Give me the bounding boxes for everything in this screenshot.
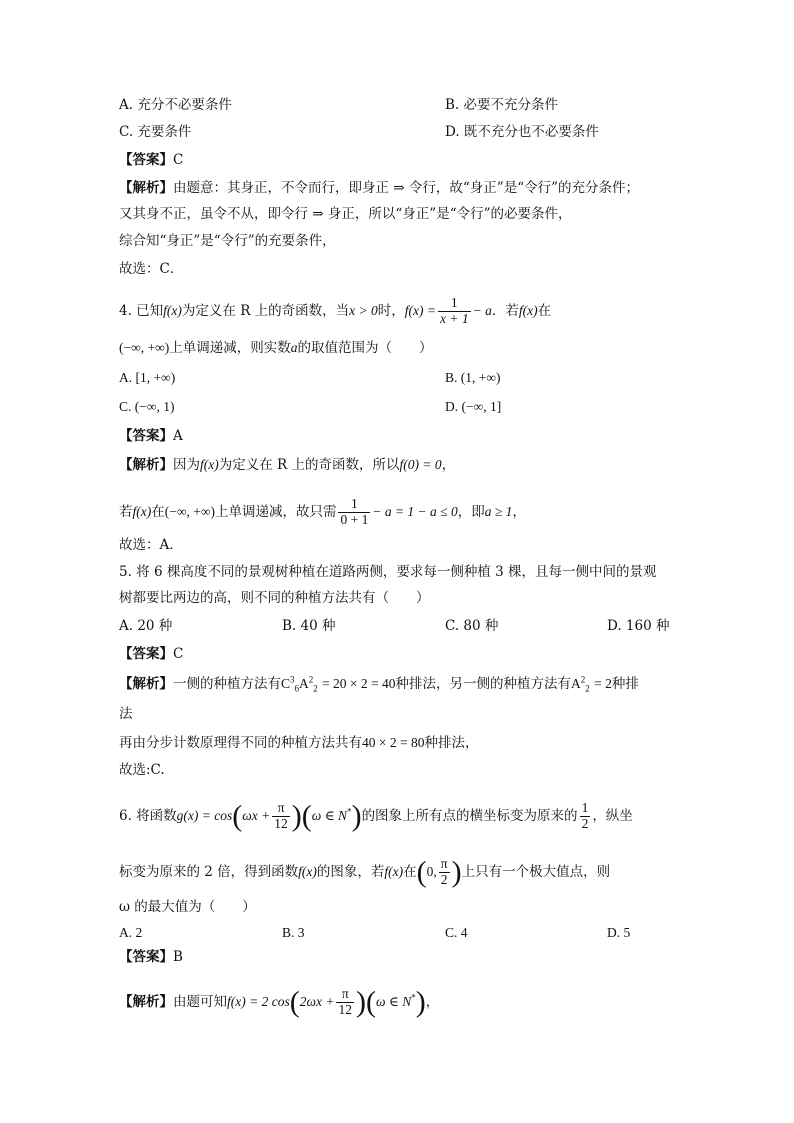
q4-analysis-line-2 [119, 497, 526, 528]
analysis-text: ， [425, 993, 440, 1010]
stem-text: 4. 已知 [119, 302, 164, 319]
math-fx-def: f(x) = 2 cos [227, 993, 290, 1009]
stem-text: 为定义在 R 上的奇函数，当 [181, 302, 350, 319]
analysis-label: 【解析】 [119, 180, 173, 196]
analysis-text: 种排法，另一侧的种植方法有 [395, 676, 572, 692]
math-interval: (−∞, +∞) [119, 340, 170, 355]
answer-label: 【答案】 [119, 646, 173, 662]
q4-stem-line-1 [119, 296, 551, 327]
math-2omega-x: 2ωx + [299, 993, 335, 1009]
fraction-denominator: x + 1 [439, 310, 469, 326]
fraction [438, 296, 471, 327]
stem-text: 标变为原来的 2 倍，得到函数 [119, 863, 299, 880]
left-paren: ( [289, 985, 300, 1019]
math-fx: f(x) [384, 863, 404, 879]
analysis-text: 再由分步计数原理得不同的种植方法共有 [119, 735, 362, 751]
analysis-text: 一侧的种植方法有 [173, 676, 281, 692]
q3-option-a: A. 充分不必要条件 [119, 97, 232, 113]
left-paren: ( [301, 799, 312, 833]
left-paren: ( [232, 799, 243, 833]
stem-text: 在 [537, 302, 552, 319]
math-f0: f(0) = 0 [399, 457, 442, 472]
math-permutation: $A^2_2$ [571, 674, 590, 694]
q4-option-b: B. (1, +∞) [445, 370, 501, 385]
stem-text: 的图象上所有点的横坐标变为原来的 [361, 807, 578, 824]
analysis-text: ， [512, 503, 526, 520]
q3-analysis-line-1 [119, 179, 639, 197]
answer-value: B [173, 949, 183, 965]
math-omega-in-n: ω ∈ N [375, 993, 412, 1009]
math-interval: (−∞, +∞) [164, 503, 215, 519]
math-minus-a: − a [472, 302, 492, 318]
analysis-label: 【解析】 [119, 457, 173, 473]
q5-analysis-line-1 [119, 675, 639, 693]
q6-option-b: B. 3 [282, 925, 305, 940]
answer-label: 【答案】 [119, 949, 173, 965]
stem-text: 6. 将函数 [119, 807, 177, 824]
left-paren: ( [365, 985, 376, 1019]
q4-option-c: C. (−∞, 1) [119, 399, 175, 414]
analysis-text: 上单调递减，故只需 [214, 503, 337, 520]
q5-option-b: B. 40 种 [282, 618, 336, 634]
analysis-label: 【解析】 [119, 676, 173, 692]
fraction-numerator: π [440, 856, 448, 871]
stem-text: 在 [403, 863, 417, 880]
answer-value: C [173, 646, 184, 662]
fraction-numerator: 1 [338, 497, 370, 513]
q5-stem-line-2: 树都要比两边的高，则不同的种植方法共有（ ） [119, 590, 430, 606]
q5-answer [119, 645, 183, 663]
analysis-text: ，即 [457, 503, 485, 520]
math-result: a ≥ 1 [484, 503, 513, 519]
analysis-text: 种排 [611, 676, 639, 692]
q3-option-d: D. 既不充分也不必要条件 [445, 124, 599, 140]
q3-analysis-line-2: 又其身不正，虽令不从，即令行 ⇒ 身正，所以“身正”是“令行”的必要条件， [119, 206, 572, 222]
right-paren: ) [451, 855, 462, 889]
q5-analysis-line-3 [119, 734, 478, 752]
fraction-denominator: 2 [440, 871, 448, 887]
analysis-text: 因为 [173, 457, 200, 473]
right-paren: ) [355, 985, 366, 1019]
q5-analysis-line-2: 法 [119, 706, 133, 722]
stem-text: 上只有一个极大值点，则 [461, 863, 611, 880]
q5-stem-line-1: 5. 将 6 棵高度不同的景观树种植在道路两侧，要求每一侧种植 3 棵，且每一侧中间的景观 [119, 564, 657, 580]
stem-text: 的图象，若 [316, 863, 385, 880]
math-var-a: a [290, 340, 298, 355]
q3-analysis-line-3: 综合知“身正”是“令行”的充要条件， [119, 233, 336, 249]
q5-option-a: A. 20 种 [119, 618, 173, 634]
q5-option-d: D. 160 种 [607, 618, 670, 634]
stem-text: ．若 [491, 302, 519, 319]
q5-option-c: C. 80 种 [445, 618, 499, 634]
fraction [272, 801, 290, 832]
q4-option-a: A. [1, +∞) [119, 370, 176, 385]
analysis-text: 在 [151, 503, 165, 520]
q3-conclusion: 故选：C． [119, 261, 184, 277]
q4-answer [119, 427, 183, 445]
math-condition: x > 0 [349, 302, 378, 318]
stem-text: 的取值范围为（ ） [297, 340, 433, 356]
fraction [336, 987, 354, 1018]
math-interval-left: 0, [426, 863, 437, 879]
q6-analysis-line-1: 【解析】由题可知f(x) = 2 cos(2ωx + $\frac{\pi}{12}$ )(ω ∈ N*)， [119, 985, 440, 1019]
math-omega-x: ωx + [242, 807, 271, 823]
q3-answer [119, 151, 183, 169]
q3-option-b: B. 必要不充分条件 [445, 97, 559, 113]
left-paren: ( [416, 855, 427, 889]
math-fx: f(x) [200, 457, 219, 472]
analysis-text: 若 [119, 503, 133, 520]
q6-option-d: D. 5 [607, 925, 631, 940]
q6-answer [119, 948, 183, 966]
q4-analysis-line-1 [119, 456, 455, 474]
stem-text: 上单调递减，则实数 [169, 340, 291, 356]
fraction-numerator: π [272, 801, 290, 817]
math-fx: f(x) [163, 302, 182, 318]
fraction-denominator: 12 [338, 1001, 352, 1017]
fraction-numerator: 1 [438, 296, 471, 312]
math-combination: $C^3_6A^2_2$ [281, 674, 318, 694]
q6-stem-line-1: 6. 将函数g(x) = cos(ωx + $\frac{\pi}{12}$ )(ω ∈ N*)的图象上所有点的横坐标变为原来的 $\frac{1}{2}$ ，纵坐 [119, 799, 633, 833]
stem-text: ，纵坐 [592, 807, 633, 824]
q3-option-c: C. 充要条件 [119, 124, 192, 140]
q4-conclusion: 故选：A． [119, 537, 183, 553]
fraction [439, 857, 450, 888]
analysis-label: 【解析】 [119, 993, 173, 1010]
analysis-text: ， [441, 457, 456, 473]
math-gx: g(x) = cos [176, 807, 233, 823]
math-inequality: − a = 1 − a ≤ 0 [372, 503, 458, 519]
q5-conclusion: 故选:C. [119, 762, 165, 778]
answer-label: 【答案】 [119, 152, 173, 168]
right-paren: ) [291, 799, 302, 833]
q6-stem-line-3: ω 的最大值为（ ） [119, 899, 256, 915]
fraction-denominator: 12 [274, 815, 288, 831]
analysis-text: 种排法， [424, 735, 479, 751]
right-paren: ) [351, 799, 362, 833]
analysis-text: 由题可知 [173, 993, 227, 1010]
answer-value: A [173, 428, 183, 444]
q6-option-c: C. 4 [445, 925, 468, 940]
fraction [580, 801, 591, 832]
math-fx: f(x) [132, 503, 152, 519]
right-paren: ) [415, 985, 426, 1019]
answer-label: 【答案】 [119, 428, 173, 444]
math-calc: = 2 [594, 676, 612, 691]
fraction [338, 497, 370, 528]
q6-stem-line-2 [119, 857, 610, 888]
analysis-text: 由题意：其身正，不令而行，即身正 ⇒ 令行，故“身正”是“令行”的充分条件； [173, 180, 639, 196]
fraction-numerator: π [336, 987, 354, 1003]
answer-value: C [173, 152, 184, 168]
math-fx: f(x) [518, 302, 538, 318]
q4-stem-line-2 [119, 339, 432, 357]
analysis-text: 为定义在 R 上的奇函数，所以 [218, 457, 400, 473]
fraction-denominator: 2 [581, 815, 589, 831]
q6-option-a: A. 2 [119, 925, 143, 940]
math-calc: = 20 × 2 = 40 [322, 676, 396, 691]
math-fx-eq: f(x) = [404, 302, 436, 318]
fraction-denominator: 0 + 1 [340, 511, 369, 527]
q4-option-d: D. (−∞, 1] [445, 399, 502, 414]
math-calc: 40 × 2 = 80 [362, 735, 425, 750]
math-omega-in-n: ω ∈ N [311, 807, 348, 823]
math-fx: f(x) [298, 863, 317, 879]
stem-text: 时， [377, 302, 405, 319]
fraction-numerator: 1 [581, 800, 589, 815]
